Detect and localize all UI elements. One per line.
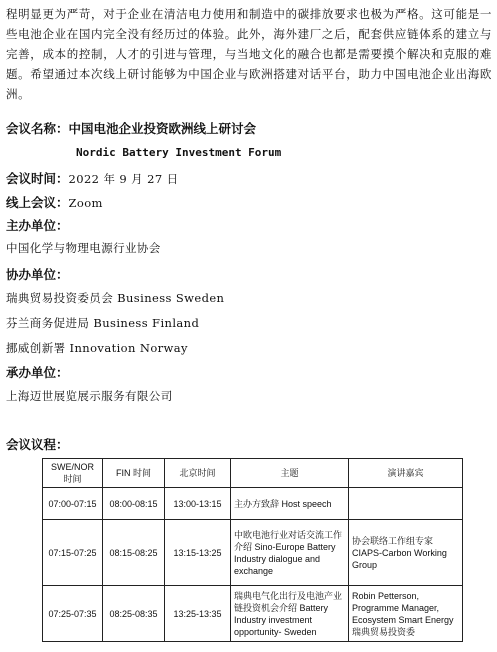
- meeting-time-label: 会议时间：: [6, 171, 69, 186]
- cell-topic: 主办方致辞 Host speech: [231, 488, 349, 520]
- online-meeting-value: Zoom: [68, 196, 103, 210]
- online-meeting-label: 线上会议：: [6, 195, 69, 210]
- header-swe-time: SWE/NOR 时间: [43, 459, 103, 488]
- host-value: 中国化学与物理电源行业协会: [6, 241, 161, 255]
- host-label: 主办单位：: [6, 218, 69, 233]
- organizer-value: 上海迈世展览展示服务有限公司: [6, 389, 173, 403]
- meeting-time-value: 2022 年 9 月 27 日: [68, 172, 179, 186]
- header-topic: 主题: [231, 459, 349, 488]
- co-host-item: 瑞典贸易投资委员会 Business Sweden: [6, 291, 225, 305]
- table-row: [43, 586, 463, 642]
- online-meeting-row: [6, 192, 103, 211]
- cell-swe-time: 07:00-07:15: [43, 488, 103, 520]
- table-row: [43, 488, 463, 520]
- meeting-name-en: Nordic Battery Investment Forum: [76, 146, 282, 159]
- table-row: [43, 520, 463, 586]
- agenda-label: 会议议程：: [6, 437, 69, 452]
- cell-topic: 中欧电池行业对话交流工作介绍 Sino-Europe Battery Industry dialogue and exchange: [231, 520, 349, 586]
- co-host-label: 协办单位：: [6, 267, 69, 282]
- co-host-item: 挪威创新署 Innovation Norway: [6, 341, 188, 355]
- cell-speaker: Robin Petterson, Programme Manager, Ecosystem Smart Energy 瑞典贸易投资委: [349, 586, 463, 642]
- intro-paragraph: 程明显更为严苛，对于企业在清洁电力使用和制造中的碳排放要求也极为严格。这可能是一些电池企业在国内完全没有经历过的体验。此外，海外建厂之后，配套供应链体系的建立与完善，成本的控制，人才的引进与管理，与当地文化的融合也都是需要摸个解决和克服的难题。希望通过本次线上研讨能够为中国企业与欧洲搭建对话平台，助力中国电池企业出海欧洲。: [6, 7, 492, 101]
- cell-speaker: [349, 488, 463, 520]
- agenda-header-row: [43, 459, 463, 488]
- cell-fin-time: 08:00-08:15: [103, 488, 165, 520]
- cell-swe-time: 07:15-07:25: [43, 520, 103, 586]
- header-beijing-time: 北京时间: [165, 459, 231, 488]
- agenda-table: [42, 458, 463, 642]
- organizer-label: 承办单位：: [6, 365, 69, 380]
- cell-beijing-time: 13:00-13:15: [165, 488, 231, 520]
- co-host-item: 芬兰商务促进局 Business Finland: [6, 316, 200, 330]
- header-speaker: 演讲嘉宾: [349, 459, 463, 488]
- meeting-time-row: [6, 168, 179, 187]
- cell-fin-time: 08:25-08:35: [103, 586, 165, 642]
- cell-beijing-time: 13:15-13:25: [165, 520, 231, 586]
- meeting-name-label: 会议名称：: [6, 121, 69, 136]
- cell-beijing-time: 13:25-13:35: [165, 586, 231, 642]
- cell-swe-time: 07:25-07:35: [43, 586, 103, 642]
- cell-fin-time: 08:15-08:25: [103, 520, 165, 586]
- cell-speaker: 协会联络工作组专家 CIAPS-Carbon Working Group: [349, 520, 463, 586]
- header-fin-time: FIN 时间: [103, 459, 165, 488]
- meeting-name-row: [6, 118, 256, 137]
- meeting-name-value: 中国电池企业投资欧洲线上研讨会: [68, 121, 257, 136]
- cell-topic: 瑞典电气化出行及电池产业链投资机会介绍 Battery Industry investment opportunity- Sweden: [231, 586, 349, 642]
